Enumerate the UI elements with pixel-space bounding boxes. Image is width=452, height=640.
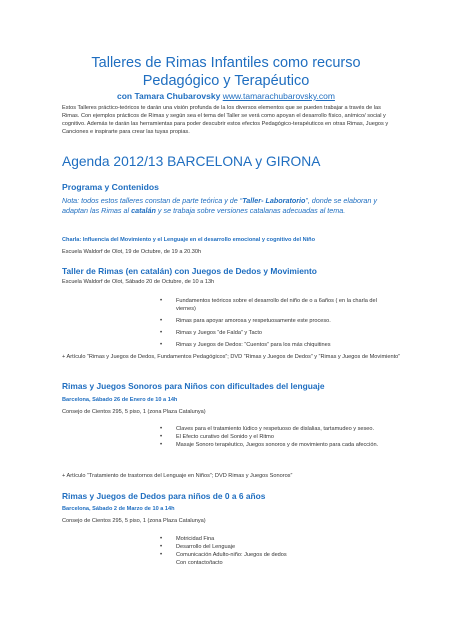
- list-item: • Desarrollo del Lenguaje: [160, 543, 400, 551]
- note-paragraph: [62, 196, 392, 216]
- section-1-details: Escuela Waldorf de Olot, Sábado 20 de Octubre, de 10 a 13h: [62, 279, 215, 285]
- charla-details: Escuela Waldorf de Olot, 19 de Octubre, de 19 a 20.30h: [62, 249, 202, 255]
- intro-paragraph: Estos Talleres práctico-teóricos te darán una visión profunda de la los diversos elementos que se pueden trabajar a través de las Rimas. Con ejemplos prácticos de Rimas y según sea el tema del Taller se verá como apoyan el desarrollo físico, anímico/ social y cognitivo. Además te darán las herramientas para poder descubrir estos efectos Pedagógico-terapéuticos en otras Rimas, Juegos y Canciones e inspirarte para crear las tuyas propias.: [62, 105, 389, 136]
- list-item: • Claves para el tratamiento lúdico y respetuoso de dislalias, tartamudeo y seseo.: [160, 425, 400, 433]
- section-3-details: Barcelona, Sábado 2 de Marzo de 10 a 14h: [62, 506, 175, 512]
- section-1-list: [160, 297, 395, 349]
- title-line-1: Talleres de Rimas Infantiles como recurso: [91, 55, 361, 71]
- charla-title: Charla: Influencia del Movimiento y el Lenguaje en el desarrollo emocional y cognitivo del Niño: [62, 237, 316, 243]
- note-text-1: Nota: todos estos talleres constan de parte teórica y de “: [62, 196, 243, 205]
- note-bold-catalan: catalán: [131, 206, 156, 215]
- byline: [0, 91, 452, 101]
- section-2-address: Consejo de Cientos 295, 5 piso, 1 (zona Plaza Catalunya): [62, 409, 206, 415]
- program-subtitle: Programa y Contenidos: [62, 182, 159, 192]
- list-item: • Comunicación Adulto-niño: Juegos de dedos: [160, 551, 400, 559]
- section-1-title: Taller de Rimas (en catalán) con Juegos de Dedos y Movimiento: [62, 266, 317, 276]
- list-item: • Rimas y Juegos “de Falda” y Tacto: [160, 329, 395, 337]
- list-item: • Masaje Sonoro terapéutico, Juegos sonoros y de movimiento para cada afección.: [160, 441, 400, 449]
- document-title: [0, 54, 452, 90]
- note-text-3: y se trabaja sobre versiones catalanas adecuadas al tema.: [155, 206, 346, 215]
- list-item: • El Efecto curativo del Sonido y el Ritmo: [160, 433, 400, 441]
- list-item: • Rimas y Juegos de Dedos: “Cuentos” para los más chiquitines: [160, 341, 395, 349]
- section-2-details: Barcelona, Sábado 26 de Enero de 10 a 14h: [62, 397, 178, 403]
- section-2-list: [160, 425, 400, 449]
- note-bold-taller: Taller- Laboratorio: [242, 196, 306, 205]
- section-3-title: Rimas y Juegos de Dedos para niños de 0 a 6 años: [62, 491, 266, 501]
- note-text-2: ”, donde se elaboran y adaptan las Rimas al: [62, 196, 377, 215]
- section-2-title: Rimas y Juegos Sonoros para Niños con dificultades del lenguaje: [62, 381, 325, 391]
- section-1-articulo: + Artículo “Rimas y Juegos de Dedos, Fundamentos Pedagógicos”; DVD “Rimas y Juegos de Dedos” y “Rimas y Juegos de Movimiento”: [62, 354, 401, 360]
- list-item: • Rimas para apoyar amorosa y respetuosamente este proceso.: [160, 317, 395, 325]
- section-3-address: Consejo de Cientos 295, 5 piso, 1 (zona Plaza Catalunya): [62, 518, 206, 524]
- section-3-list: [160, 535, 400, 559]
- section-3-tail: Con contacto/tacto: [176, 560, 223, 566]
- list-item: • Fundamentos teóricos sobre el desarrollo del niño de o a 6años ( en la charla del viernes): [160, 297, 395, 313]
- title-line-2: Pedagógico y Terapéutico: [142, 73, 310, 89]
- byline-prefix: con Tamara Chubarovsky: [117, 91, 223, 101]
- agenda-heading: Agenda 2012/13 BARCELONA y GIRONA: [62, 154, 321, 169]
- website-link[interactable]: www.tamarachubarovsky.com: [222, 91, 335, 101]
- list-item: • Motricidad Fina: [160, 535, 400, 543]
- section-2-articulo: + Artículo “Tratamiento de trastornos del Lenguaje en Niños”; DVD Rimas y Juegos Sonoros”: [62, 473, 293, 479]
